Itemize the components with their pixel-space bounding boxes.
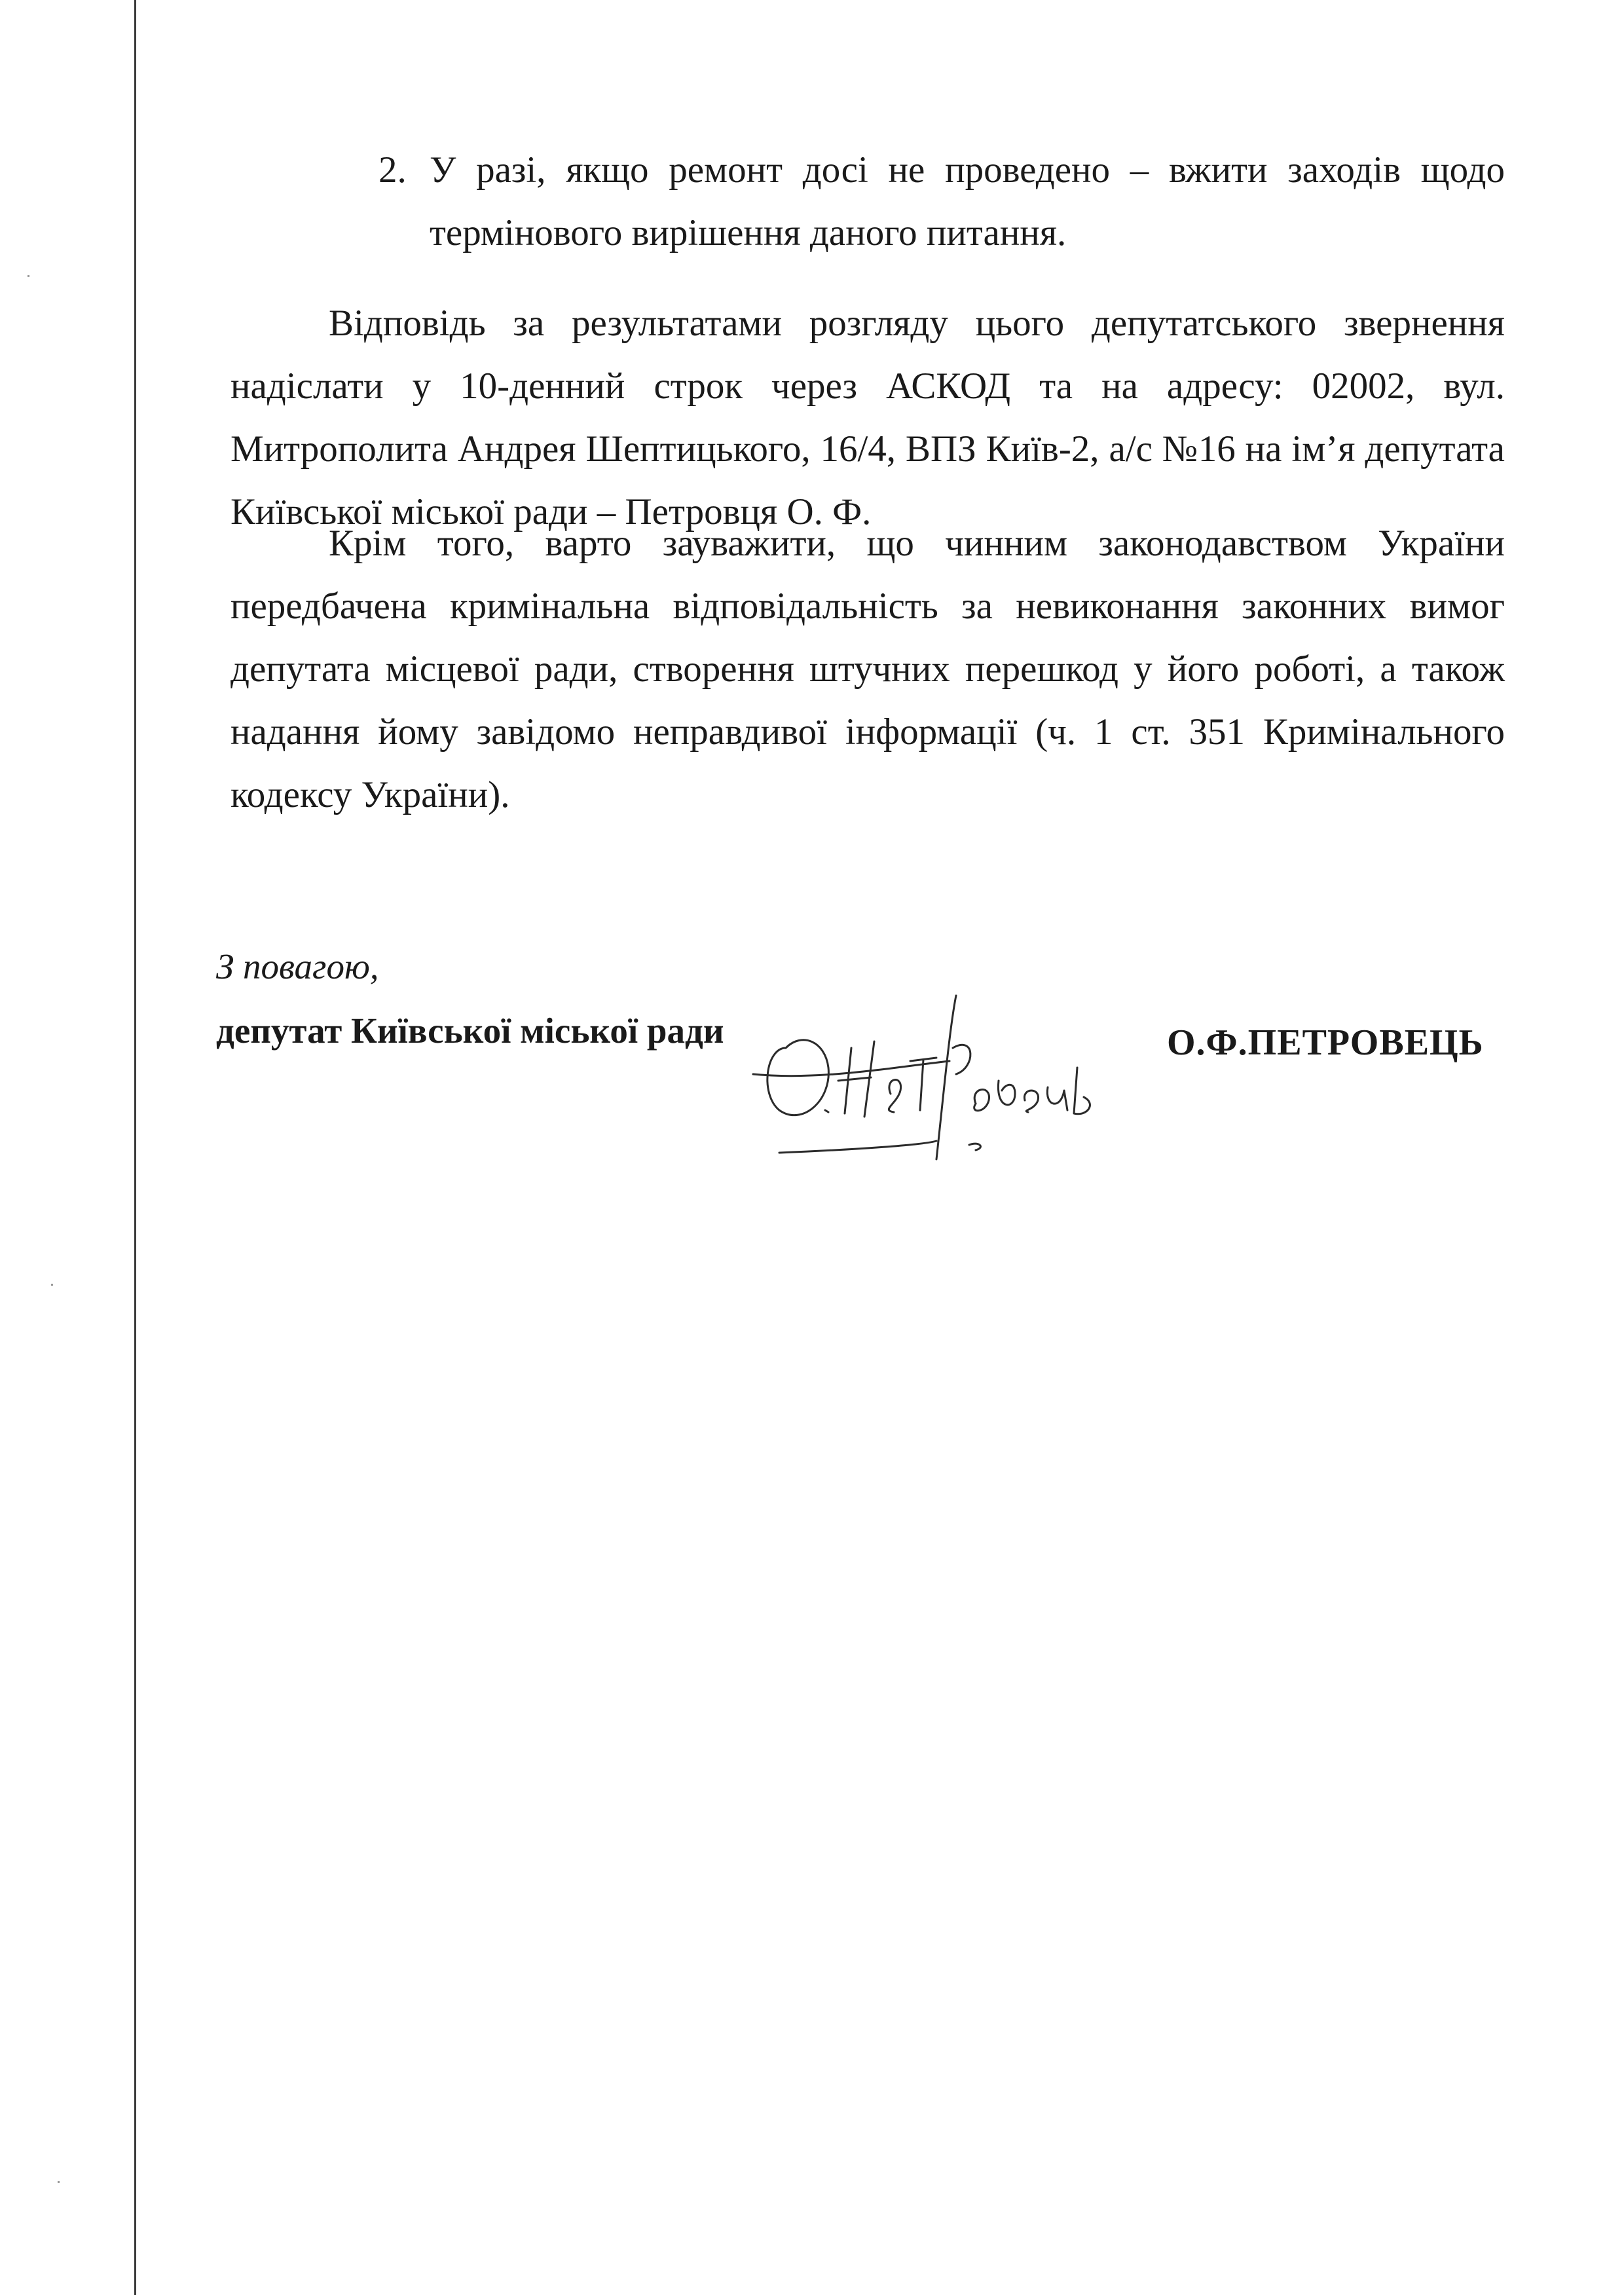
handwritten-signature [740,969,1172,1185]
list-item-number: 2. [378,149,407,191]
paragraph-legal-liability: Крім того, варто зауважити, що чинним законодавством України передбачена кримінальна відповідальність за невиконання законних вимог депутата місцевої ради, створення штучних перешкод у його роботі, а також надання йому завідомо неправдивої інформації (ч. 1 ст. 351 Кримінального кодексу України). [231,523,1505,815]
paragraph-response-instructions: Відповідь за результатами розгляду цього депутатського звернення надіслати у 10-денний строк через АСКОД та на адресу: 02002, вул. Митрополита Андрея Шептицького, 16/4, ВПЗ Київ-2, а/с №16 на ім’я депутата Київської міської ради – Петровця О. Ф. [231,303,1505,532]
signature-text: О.Петровець [956,1179,960,1180]
scan-artifact [58,2181,60,2183]
list-item-text: У разі, якщо ремонт досі не проведено – вжити заходів щодо термінового вирішення даного питання. [430,149,1505,253]
scan-artifact [28,275,29,277]
signer-title: депутат Київської міської ради [216,1011,724,1051]
scan-artifact [51,1284,53,1286]
numbered-list-item [378,139,1505,265]
signer-name: О.Ф.ПЕТРОВЕЦЬ [1167,1022,1484,1063]
binding-margin-line [134,0,136,2295]
closing-phrase: З повагою, [216,946,379,986]
